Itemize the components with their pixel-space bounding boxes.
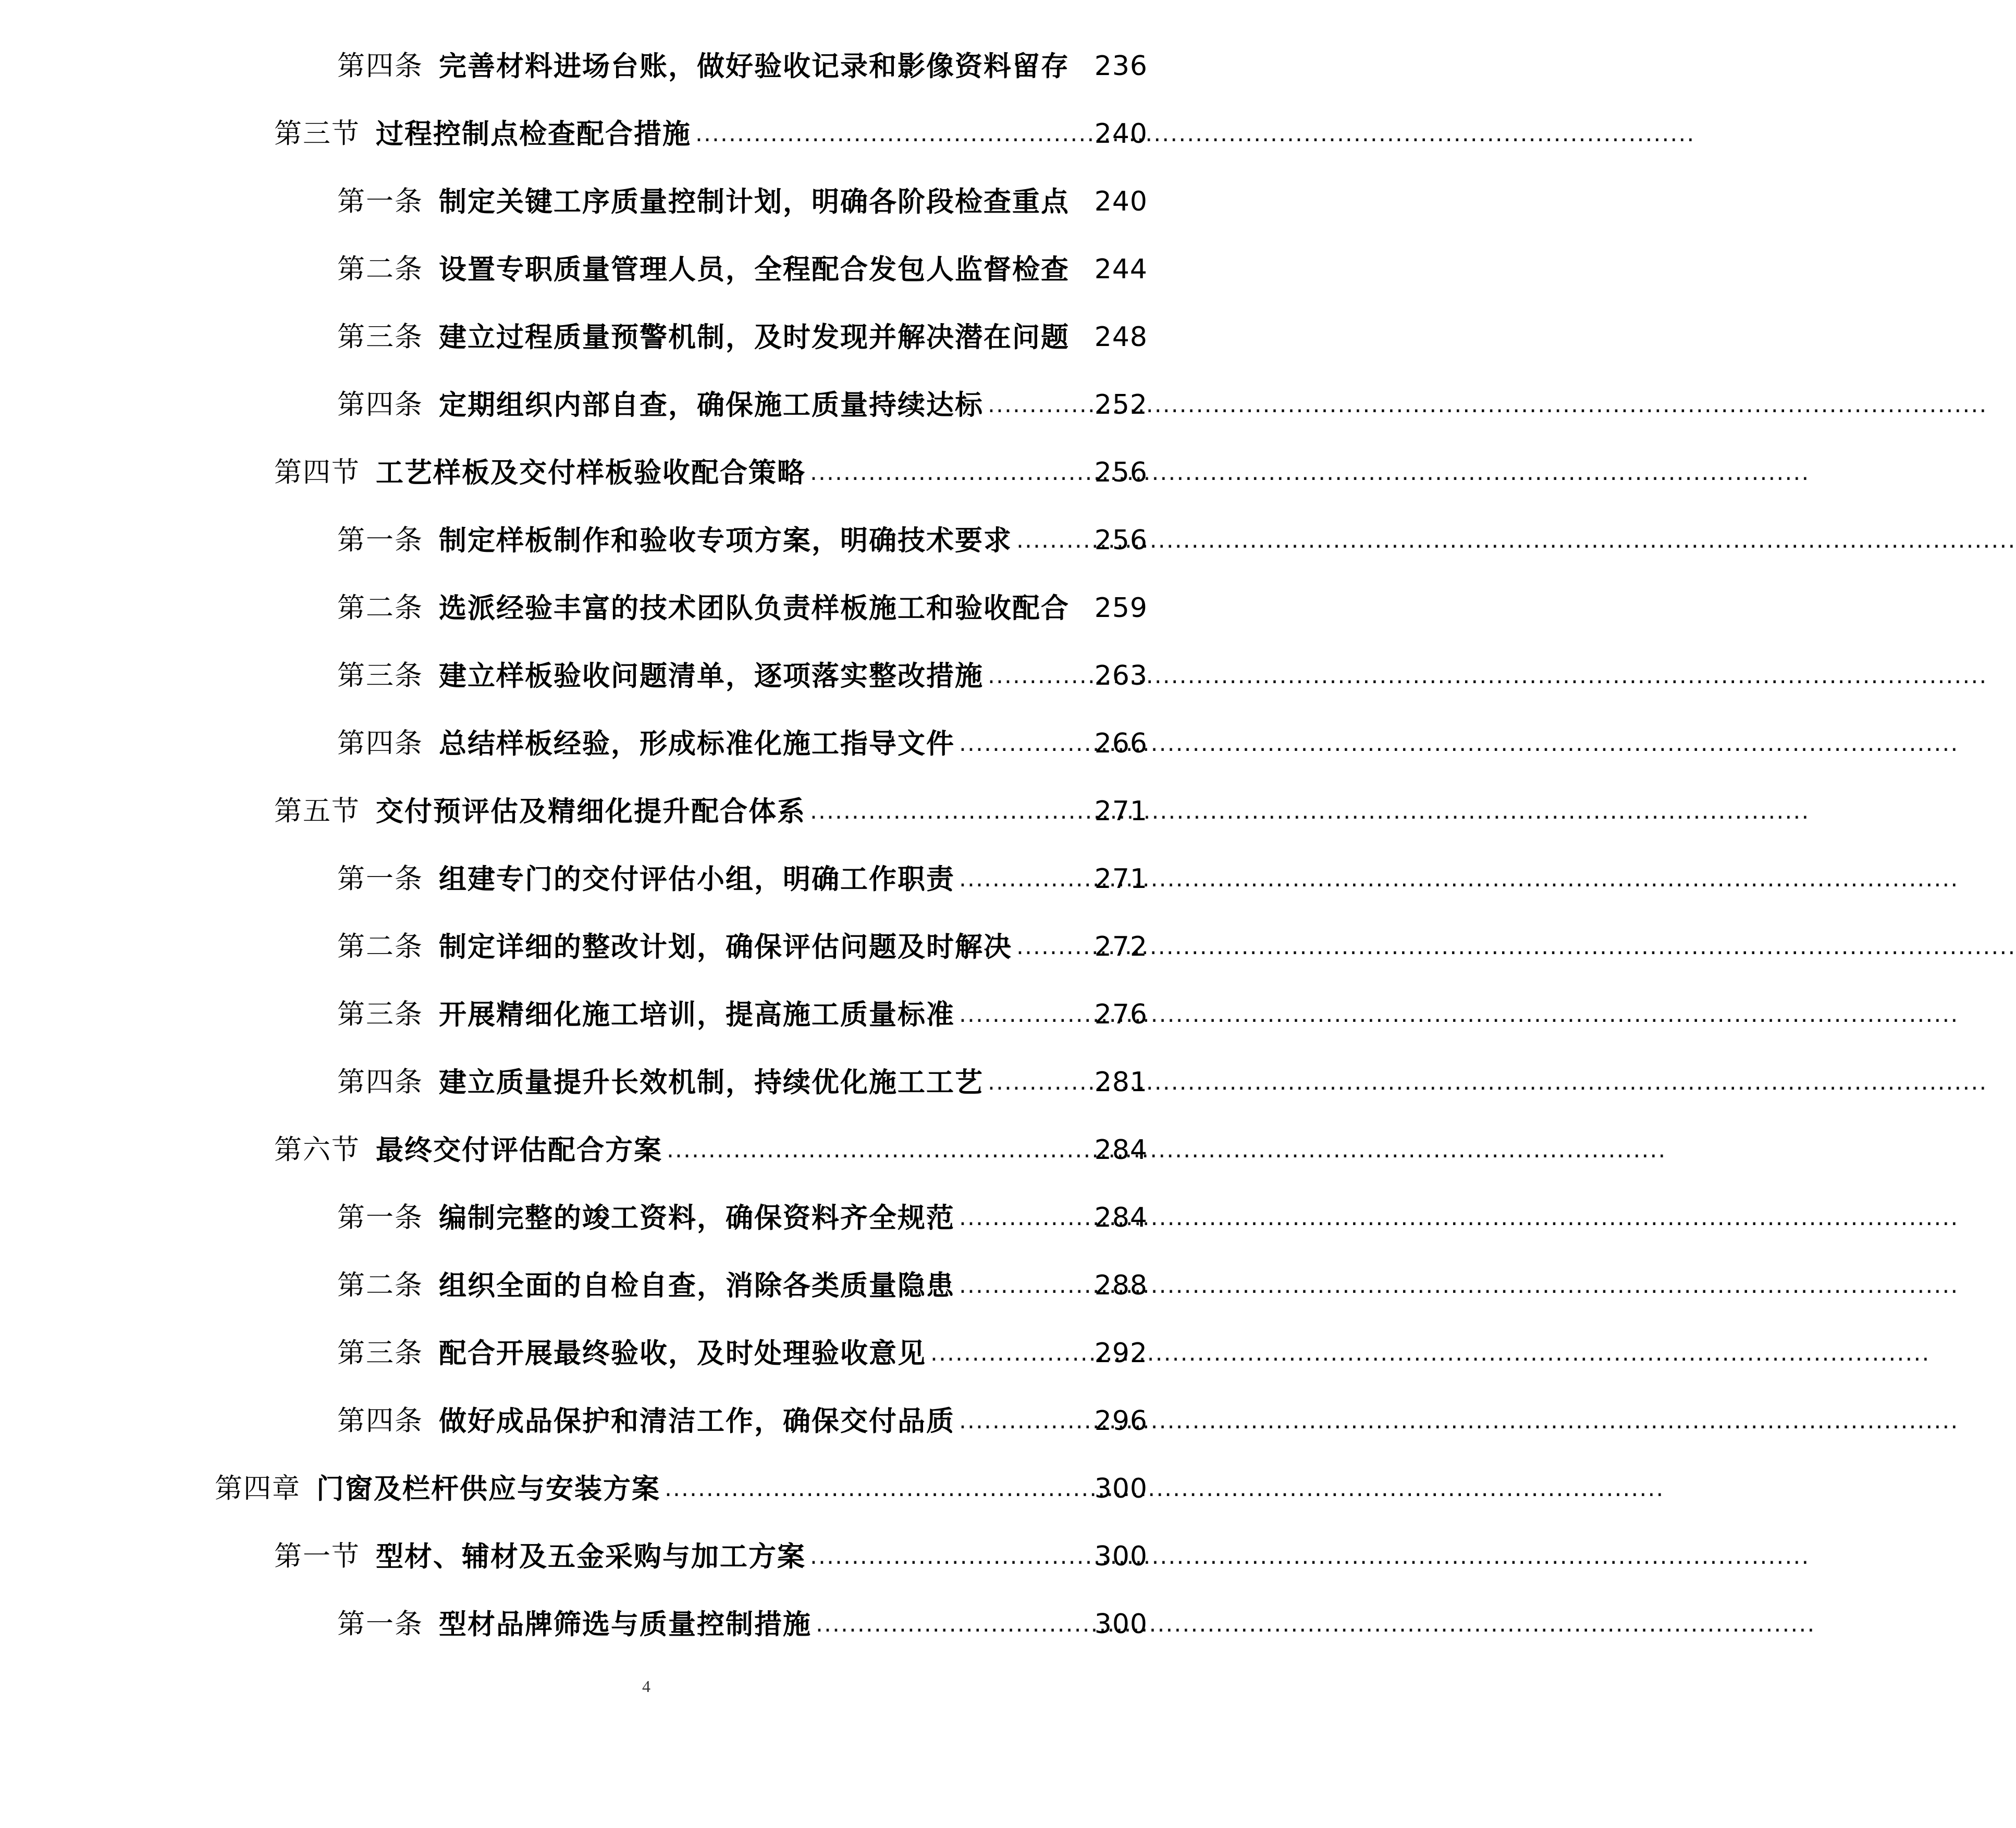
toc-entry-page: 266 xyxy=(1094,728,1148,759)
toc-entry-number: 第三条 xyxy=(337,1337,423,1369)
toc-entry-page: 271 xyxy=(1094,796,1148,827)
toc-entry-title: 设置专职质量管理人员，全程配合发包人监督检查 xyxy=(439,253,1070,286)
toc-entry-page: 256 xyxy=(1094,525,1148,556)
toc-entry-title: 组建专门的交付评估小组，明确工作职责 xyxy=(439,863,955,895)
toc-entry-number: 第二条 xyxy=(337,592,423,624)
toc-entry-number: 第一条 xyxy=(337,186,423,217)
toc-entry-page: 272 xyxy=(1094,931,1148,962)
toc-entry-page: 244 xyxy=(1094,254,1148,285)
toc-entry-title: 最终交付评估配合方案 xyxy=(376,1134,662,1166)
toc-entry-number: 第六节 xyxy=(274,1134,360,1166)
toc-entry-title: 工艺样板及交付样板验收配合策略 xyxy=(376,456,806,489)
toc-entry-number: 第四节 xyxy=(274,456,360,488)
toc-entry[interactable] xyxy=(337,384,1148,426)
toc-entry-number: 第四条 xyxy=(337,727,423,759)
toc-entry-page: 281 xyxy=(1094,1067,1148,1098)
toc-entry[interactable] xyxy=(337,181,1148,223)
toc-entry[interactable] xyxy=(337,520,1148,561)
toc-entry-title: 配合开展最终验收，及时处理验收意见 xyxy=(439,1337,926,1369)
toc-entry-number: 第四条 xyxy=(337,1066,423,1098)
toc-entry[interactable] xyxy=(337,1332,1148,1374)
toc-entry[interactable] xyxy=(274,113,1148,155)
toc-dot-leader xyxy=(984,1061,1095,1103)
toc-entry[interactable] xyxy=(337,1265,1148,1306)
toc-entry-number: 第二条 xyxy=(337,931,423,962)
toc-dot-leader xyxy=(955,1400,1095,1442)
toc-entry[interactable] xyxy=(337,926,1148,968)
toc-entry-number: 第一条 xyxy=(337,524,423,556)
toc-entry-page: 288 xyxy=(1094,1270,1148,1301)
toc-entry[interactable] xyxy=(337,1061,1148,1103)
toc-entry-number: 第二条 xyxy=(337,1269,423,1301)
toc-dot-leader xyxy=(955,1197,1095,1239)
toc-entry-title: 定期组织内部自查，确保施工质量持续达标 xyxy=(439,389,984,421)
toc-entry-title: 型材、辅材及五金采购与加工方案 xyxy=(376,1540,806,1573)
toc-entry-number: 第三条 xyxy=(337,998,423,1030)
toc-entry-number: 第四条 xyxy=(337,50,423,82)
toc-entry[interactable] xyxy=(337,1400,1148,1442)
toc-dot-leader xyxy=(662,1129,1095,1171)
toc-entry[interactable] xyxy=(337,655,1148,697)
toc-dot-leader xyxy=(660,1468,1095,1510)
toc-entry-page: 300 xyxy=(1094,1609,1148,1640)
toc-dot-leader xyxy=(926,1332,1095,1374)
toc-entry-page: 236 xyxy=(1094,51,1148,82)
toc-entry-title: 做好成品保护和清洁工作，确保交付品质 xyxy=(439,1405,955,1437)
toc-entry-number: 第一条 xyxy=(337,1608,423,1640)
toc-entry-page: 300 xyxy=(1094,1541,1148,1572)
toc-dot-leader xyxy=(806,791,1095,832)
toc-entry-title: 编制完整的竣工资料，确保资料齐全规范 xyxy=(439,1202,955,1234)
toc-dot-leader xyxy=(955,1265,1095,1306)
toc-entry-title: 建立质量提升长效机制，持续优化施工工艺 xyxy=(439,1066,984,1098)
toc-dot-leader xyxy=(806,452,1095,493)
toc-entry-page: 240 xyxy=(1094,186,1148,217)
toc-entry-title: 建立过程质量预警机制，及时发现并解决潜在问题 xyxy=(439,321,1070,353)
toc-entry[interactable] xyxy=(337,1197,1148,1239)
toc-entry-title: 交付预评估及精细化提升配合体系 xyxy=(376,795,806,827)
toc-entry-number: 第三条 xyxy=(337,660,423,691)
toc-entry-page: 300 xyxy=(1094,1473,1148,1504)
toc-dot-leader xyxy=(812,1603,1095,1645)
toc-dot-leader xyxy=(1012,926,1095,968)
toc-entry-page: 256 xyxy=(1094,457,1148,488)
toc-entry-title: 开展精细化施工培训，提高施工质量标准 xyxy=(439,998,955,1031)
toc-entry[interactable] xyxy=(337,316,1148,358)
toc-entry-page: 284 xyxy=(1094,1134,1148,1166)
toc-entry-number: 第一条 xyxy=(337,863,423,895)
toc-entry-number: 第三节 xyxy=(274,118,360,150)
toc-dot-leader xyxy=(984,384,1095,426)
toc-entry-page: 252 xyxy=(1094,389,1148,421)
toc-dot-leader xyxy=(1012,520,1095,561)
toc-entry-page: 276 xyxy=(1094,999,1148,1030)
toc-entry-number: 第四条 xyxy=(337,389,423,421)
toc-entry-title: 选派经验丰富的技术团队负责样板施工和验收配合 xyxy=(439,592,1070,624)
toc-dot-leader xyxy=(955,994,1095,1035)
toc-entry-title: 制定详细的整改计划，确保评估问题及时解决 xyxy=(439,931,1012,963)
toc-entry-number: 第一条 xyxy=(337,1202,423,1233)
toc-entry-page: 296 xyxy=(1094,1405,1148,1437)
toc-entry-number: 第四条 xyxy=(337,1405,423,1437)
toc-dot-leader xyxy=(806,1536,1095,1577)
toc-entry-title: 门窗及栏杆供应与安装方案 xyxy=(316,1473,660,1505)
toc-entry[interactable] xyxy=(337,994,1148,1035)
toc-entry[interactable] xyxy=(337,45,1148,87)
toc-entry-number: 第四章 xyxy=(215,1473,301,1504)
toc-entry[interactable] xyxy=(274,1129,1148,1171)
toc-entry[interactable] xyxy=(337,858,1148,900)
toc-entry-title: 制定样板制作和验收专项方案，明确技术要求 xyxy=(439,524,1012,557)
toc-dot-leader xyxy=(691,113,1095,155)
toc-entry-page: 248 xyxy=(1094,322,1148,353)
toc-entry[interactable] xyxy=(215,1468,1148,1510)
toc-entry-page: 263 xyxy=(1094,660,1148,691)
toc-entry[interactable] xyxy=(274,791,1148,832)
toc-entry[interactable] xyxy=(337,587,1148,629)
toc-entry[interactable] xyxy=(337,249,1148,290)
toc-entry[interactable] xyxy=(337,1603,1148,1645)
toc-entry-number: 第五节 xyxy=(274,795,360,827)
toc-dot-leader xyxy=(955,723,1095,764)
page-number: 4 xyxy=(642,1677,650,1696)
toc-entry-number: 第三条 xyxy=(337,321,423,353)
toc-entry-title: 制定关键工序质量控制计划，明确各阶段检查重点 xyxy=(439,186,1070,218)
toc-entry-title: 完善材料进场台账，做好验收记录和影像资料留存 xyxy=(439,50,1070,82)
toc-entry-number: 第二条 xyxy=(337,253,423,285)
toc-entry[interactable] xyxy=(274,1536,1148,1577)
toc-dot-leader xyxy=(955,858,1095,900)
toc-entry[interactable] xyxy=(274,452,1148,493)
toc-entry-title: 组织全面的自检自查，消除各类质量隐患 xyxy=(439,1269,955,1302)
toc-entry-title: 总结样板经验，形成标准化施工指导文件 xyxy=(439,727,955,760)
toc-entry-number: 第一节 xyxy=(274,1540,360,1572)
toc-entry-page: 271 xyxy=(1094,863,1148,895)
toc-entry-page: 259 xyxy=(1094,592,1148,624)
toc-entry-title: 建立样板验收问题清单，逐项落实整改措施 xyxy=(439,660,984,692)
toc-entry-title: 型材品牌筛选与质量控制措施 xyxy=(439,1608,812,1640)
toc-entry-page: 292 xyxy=(1094,1338,1148,1369)
toc-entry-page: 240 xyxy=(1094,118,1148,150)
toc-entry-title: 过程控制点检查配合措施 xyxy=(376,118,691,150)
toc-dot-leader xyxy=(984,655,1095,697)
toc-entry-page: 284 xyxy=(1094,1202,1148,1233)
toc-entry[interactable] xyxy=(337,723,1148,764)
